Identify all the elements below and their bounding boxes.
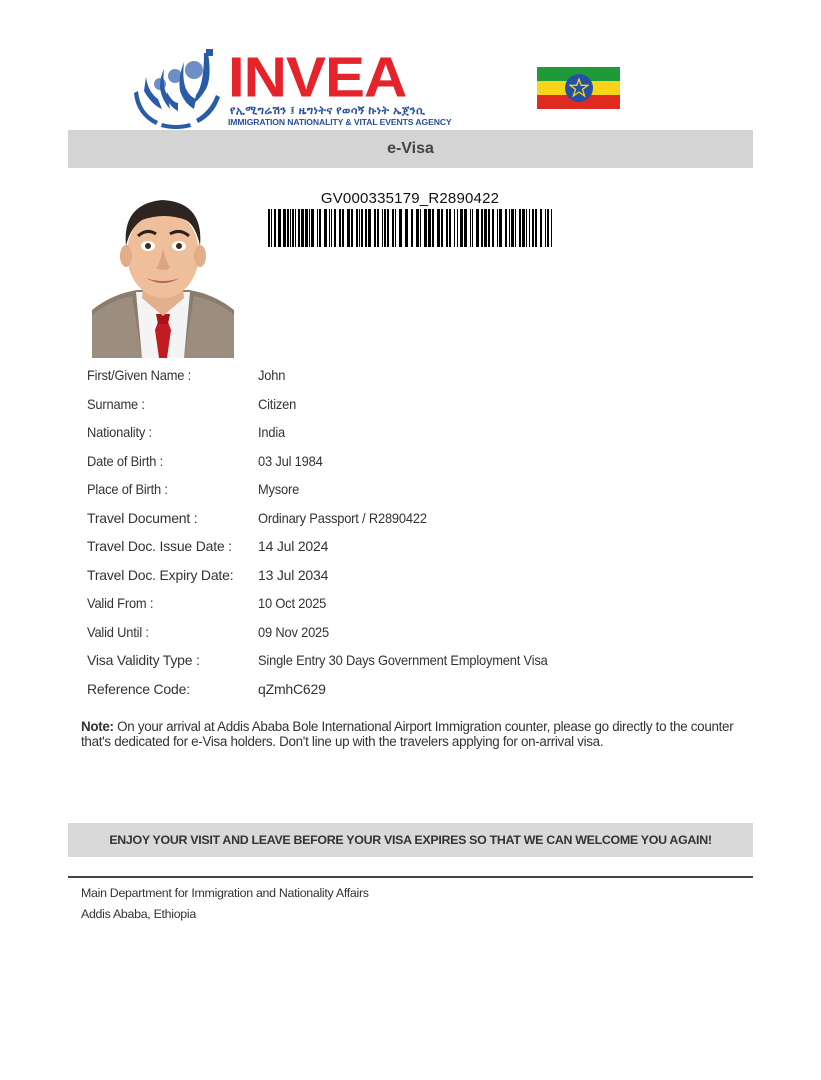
visa-barcode-number: GV000335179_R2890422	[320, 190, 500, 207]
document-title: e-Visa	[387, 140, 434, 157]
detail-label: Valid Until :	[87, 624, 149, 640]
detail-label: First/Given Name :	[87, 367, 192, 383]
detail-value: Ordinary Passport / R2890422	[258, 510, 427, 526]
detail-label: Surname :	[87, 396, 145, 412]
agency-name-amharic: የኢሚግሬሽን ፤ ዜግነትና የወሳኝ ኩነት ኤጀንሲ	[230, 105, 426, 117]
detail-row-visa-validity-type	[87, 645, 767, 673]
detail-label: Date of Birth :	[87, 453, 163, 469]
note-text: On your arrival at Addis Ababa Bole International Airport Immigration counter, please go directly to the counter that's dedicated for e-Visa holders. Don't line up with the travelers applying for on-arrival visa.	[81, 719, 734, 749]
detail-label: Visa Validity Type :	[87, 652, 200, 668]
star-emblem-icon	[565, 74, 593, 102]
detail-value: India	[258, 424, 286, 440]
detail-value: 03 Jul 1984	[258, 453, 323, 469]
detail-value: 09 Nov 2025	[258, 624, 330, 640]
detail-label: Nationality :	[87, 424, 152, 440]
agency-logo	[228, 45, 452, 129]
detail-value: Single Entry 30 Days Government Employment Visa	[258, 652, 548, 668]
detail-row-date-of-birth	[87, 446, 767, 474]
detail-row-nationality	[87, 417, 767, 445]
detail-value: 14 Jul 2024	[258, 538, 329, 554]
detail-row-reference-code	[87, 674, 767, 702]
detail-label: Travel Doc. Issue Date :	[87, 538, 232, 554]
detail-row-surname	[87, 389, 767, 417]
detail-label: Reference Code:	[87, 681, 190, 697]
detail-value: 13 Jul 2034	[258, 567, 329, 583]
footer-divider	[68, 876, 753, 878]
detail-row-valid-until	[87, 617, 767, 645]
agency-acronym: INVEA	[228, 45, 407, 109]
farewell-text: ENJOY YOUR VISIT AND LEAVE BEFORE YOUR VISA EXPIRES SO THAT WE CAN WELCOME YOU AGAIN!	[109, 833, 712, 847]
arrival-note	[81, 719, 741, 749]
detail-value: 10 Oct 2025	[258, 595, 327, 611]
note-label: Note:	[81, 719, 114, 734]
detail-value: Citizen	[258, 396, 297, 412]
detail-row-expiry-date	[87, 560, 767, 588]
detail-row-place-of-birth	[87, 474, 767, 502]
barcode-icon	[268, 209, 552, 247]
detail-row-travel-document	[87, 503, 767, 531]
footer-department: Main Department for Immigration and Nationality Affairs	[81, 886, 369, 900]
detail-row-given-name	[87, 360, 767, 388]
agency-name-english: IMMIGRATION NATIONALITY & VITAL EVENTS AGENCY	[228, 117, 452, 127]
farewell-banner	[68, 823, 753, 857]
detail-label: Valid From :	[87, 595, 154, 611]
detail-row-issue-date	[87, 531, 767, 559]
detail-value: Mysore	[258, 481, 300, 497]
agency-emblem-icon	[134, 47, 220, 129]
detail-value: John	[258, 367, 286, 383]
footer-address: Addis Ababa, Ethiopia	[81, 907, 196, 921]
detail-row-valid-from	[87, 588, 767, 616]
detail-label: Travel Document :	[87, 510, 198, 526]
ethiopia-flag-icon	[537, 67, 620, 109]
detail-label: Travel Doc. Expiry Date:	[87, 567, 234, 583]
detail-label: Place of Birth :	[87, 481, 168, 497]
applicant-photo	[92, 190, 234, 358]
document-title-bar	[68, 130, 753, 168]
detail-value: qZmhC629	[258, 681, 326, 697]
